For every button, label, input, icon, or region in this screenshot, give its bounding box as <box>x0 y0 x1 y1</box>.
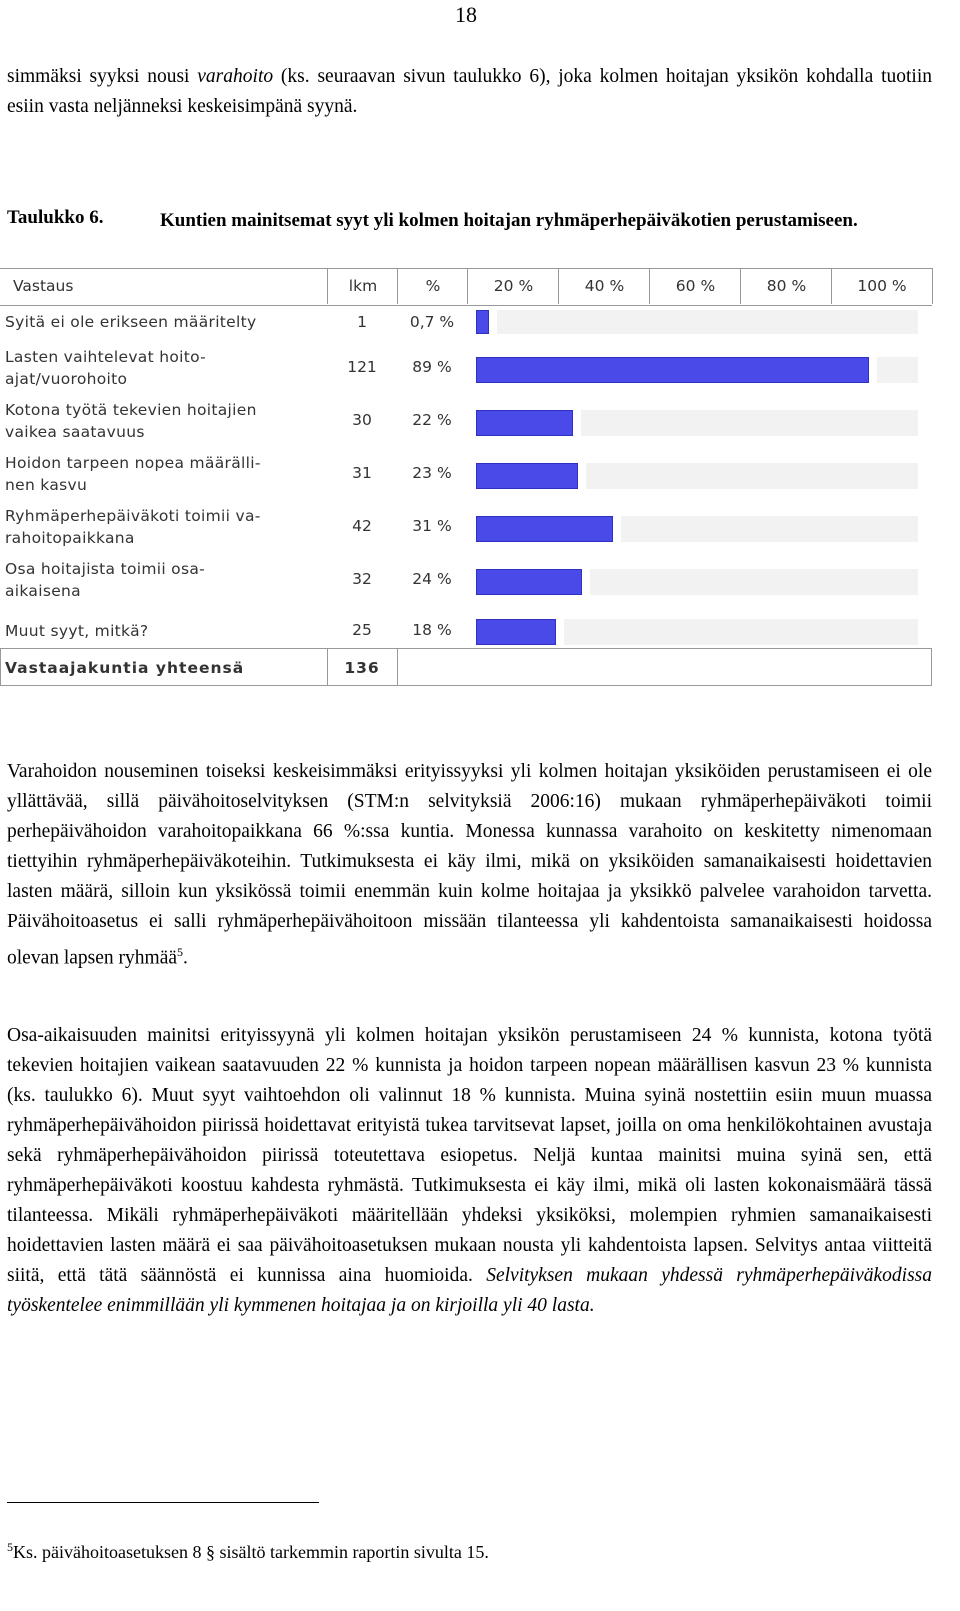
bar <box>476 619 556 645</box>
reasons-table <box>0 268 932 686</box>
intro-italic: varahoito <box>197 66 274 87</box>
header-percent: % <box>397 268 468 304</box>
total-row-left-border <box>0 648 1 686</box>
bar <box>476 310 489 334</box>
header-40: 40 % <box>558 268 650 304</box>
total-label: Vastaajakuntia yhteensä <box>5 659 245 677</box>
row-label <box>5 505 261 549</box>
total-row-divider-2 <box>397 648 398 686</box>
row-label-line1: Lasten vaihtelevat hoito- <box>5 348 207 366</box>
row-percent: 23 % <box>412 464 452 482</box>
bar <box>476 410 573 436</box>
table-caption-title: Kuntien mainitsemat syyt yli kolmen hoitajan ryhmäperhepäiväkotien perustamiseen. <box>160 210 858 231</box>
row-label-line2: nen kasvu <box>5 476 88 494</box>
row-label: Muut syyt, mitkä? <box>5 622 149 640</box>
total-row-right-border <box>931 648 932 686</box>
para1-end: . <box>183 947 188 969</box>
row-percent: 18 % <box>412 621 452 639</box>
row-count: 32 <box>352 570 372 588</box>
row-count: 42 <box>352 517 372 535</box>
footnote-mark: 5 <box>7 1540 13 1554</box>
footnote-ref: 5 <box>177 945 184 959</box>
row-label-line1: Ryhmäperhepäiväkoti toimii va- <box>5 507 261 525</box>
row-label-line2: ajat/vuorohoito <box>5 370 128 388</box>
bar-track <box>564 619 918 645</box>
para1-text: Varahoidon nouseminen toiseksi keskeisimmäksi erityissyyksi yli kolmen hoitajan yksiköiden perustamiseen ei ole yllättävää, sillä päivähoitoselvityksen (STM:n selvityksiä 2006:16) mukaan ryhmäperhepäiväkoti toimii perhepäivähoidon varahoitopaikkana 66 %:ssa kuntia. Monessa kunnassa varahoito on keskitetty nimenomaan tiettyihin ryhmäperhepäiväkoteihin. Tutkimuksesta ei käy ilmi, mikä on yksiköiden samanaikaisesti hoidettavien lasten määrä, silloin kun yksikössä toimii enemmän kuin kolme hoitajaa ja yksikkö palvelee varahoidon tarvetta. Päivähoitoasetus ei salli ryhmäperhepäivähoitoon missään tilanteessa yli kahdentoista samanaikaisesti hoidossa olevan lapsen ryhmää <box>7 761 932 969</box>
body-paragraph-2 <box>7 1021 932 1321</box>
intro-text-start: simmäksi syyksi nousi <box>7 66 198 87</box>
row-percent: 22 % <box>412 411 452 429</box>
row-label-line1: Osa hoitajista toimii osa- <box>5 560 206 578</box>
row-label: Syitä ei ole erikseen määritelty <box>5 313 257 331</box>
bar <box>476 463 578 489</box>
bar-track <box>586 463 918 489</box>
row-count: 121 <box>347 358 377 376</box>
footnote <box>7 1540 489 1563</box>
row-label <box>5 558 205 602</box>
row-percent: 89 % <box>412 358 452 376</box>
row-count: 25 <box>352 621 372 639</box>
bar-track <box>877 357 918 383</box>
para2-italic: Selvityksen mukaan yhdessä ryhmäperhepäiväkodissa työskentelee enimmillään yli kymmenen hoitajaa ja on kirjoilla yli 40 lasta. <box>7 1265 932 1316</box>
bar-track <box>497 310 918 334</box>
row-count: 31 <box>352 464 372 482</box>
header-100: 100 % <box>831 268 933 304</box>
total-count: 136 <box>344 659 380 677</box>
footnote-separator <box>7 1502 319 1503</box>
intro-paragraph <box>7 62 932 122</box>
footnote-text: Ks. päivähoitoasetuksen 8 § sisältö tarkemmin raportin sivulta 15. <box>13 1542 489 1562</box>
row-percent: 24 % <box>412 570 452 588</box>
row-label-line2: rahoitopaikkana <box>5 529 135 547</box>
row-label <box>5 452 261 496</box>
row-count: 30 <box>352 411 372 429</box>
intro-text-end: (ks. seuraavan sivun taulukko 6), joka kolmen hoitajan yksikön kohdalla tuotiin esiin vasta neljänneksi keskeisimpänä syynä. <box>7 66 932 117</box>
bar-track <box>581 410 918 436</box>
bar <box>476 357 869 383</box>
row-label <box>5 346 206 390</box>
bar <box>476 516 613 542</box>
row-label-line2: vaikea saatavuus <box>5 423 145 441</box>
bar-track <box>621 516 918 542</box>
row-percent: 31 % <box>412 517 452 535</box>
header-60: 60 % <box>649 268 741 304</box>
para2-text: Osa-aikaisuuden mainitsi erityissyynä yli kolmen hoitajan yksikön perustamiseen 24 % kunnista, kotona työtä tekevien hoitajien vaikean saatavuuden 22 % kunnista ja hoidon tarpeen nopean määrällisen kasvun 23 % kunnista (ks. taulukko 6). Muut syyt vaihtoehdon oli valinnut 18 % kunnista. Muina syinä nostettiin esiin muun muassa ryhmäperhepäivähoidon piirissä hoidettavat erityistä tukea tarvitsevat lapset, joilla on oma henkilökohtainen avustaja sekä ryhmäperhepäivähoidon piirissä toteutettava esiopetus. Neljä kuntaa mainitsi muina syinä sen, että ryhmäperhepäiväkoti koostuu kahdesta ryhmästä. Tutkimuksesta ei käy ilmi, mikä oli lasten kokonaismäärä tässä tilanteessa. Mikäli ryhmäperhepäiväkoti määritellään yhdeksi yksiköksi, molempien ryhmien samanaikaisesti hoidettavien lasten määrä ei saa päivähoitoasetuksen mukaan nousta yli kahdentoista lapsen. Selvitys antaa viitteitä siitä, että tätä säännöstä ei kunnissa aina huomioida. <box>7 1025 932 1286</box>
total-row-top-border <box>0 648 932 649</box>
header-20: 20 % <box>467 268 559 304</box>
row-count: 1 <box>357 313 367 331</box>
row-label-line1: Kotona työtä tekevien hoitajien <box>5 401 257 419</box>
bar <box>476 569 582 595</box>
row-percent: 0,7 % <box>409 313 455 331</box>
table-caption-label: Taulukko 6. <box>7 207 104 228</box>
body-paragraph-1 <box>7 757 932 974</box>
bar-track <box>590 569 918 595</box>
row-label-line2: aikaisena <box>5 582 81 600</box>
header-80: 80 % <box>740 268 832 304</box>
row-label <box>5 399 257 443</box>
header-lkm: lkm <box>327 268 398 304</box>
header-vastaus: Vastaus <box>13 277 74 295</box>
row-label-line1: Hoidon tarpeen nopea määrälli- <box>5 454 261 472</box>
total-row-bottom-border <box>0 685 932 686</box>
page-number: 18 <box>455 2 477 27</box>
